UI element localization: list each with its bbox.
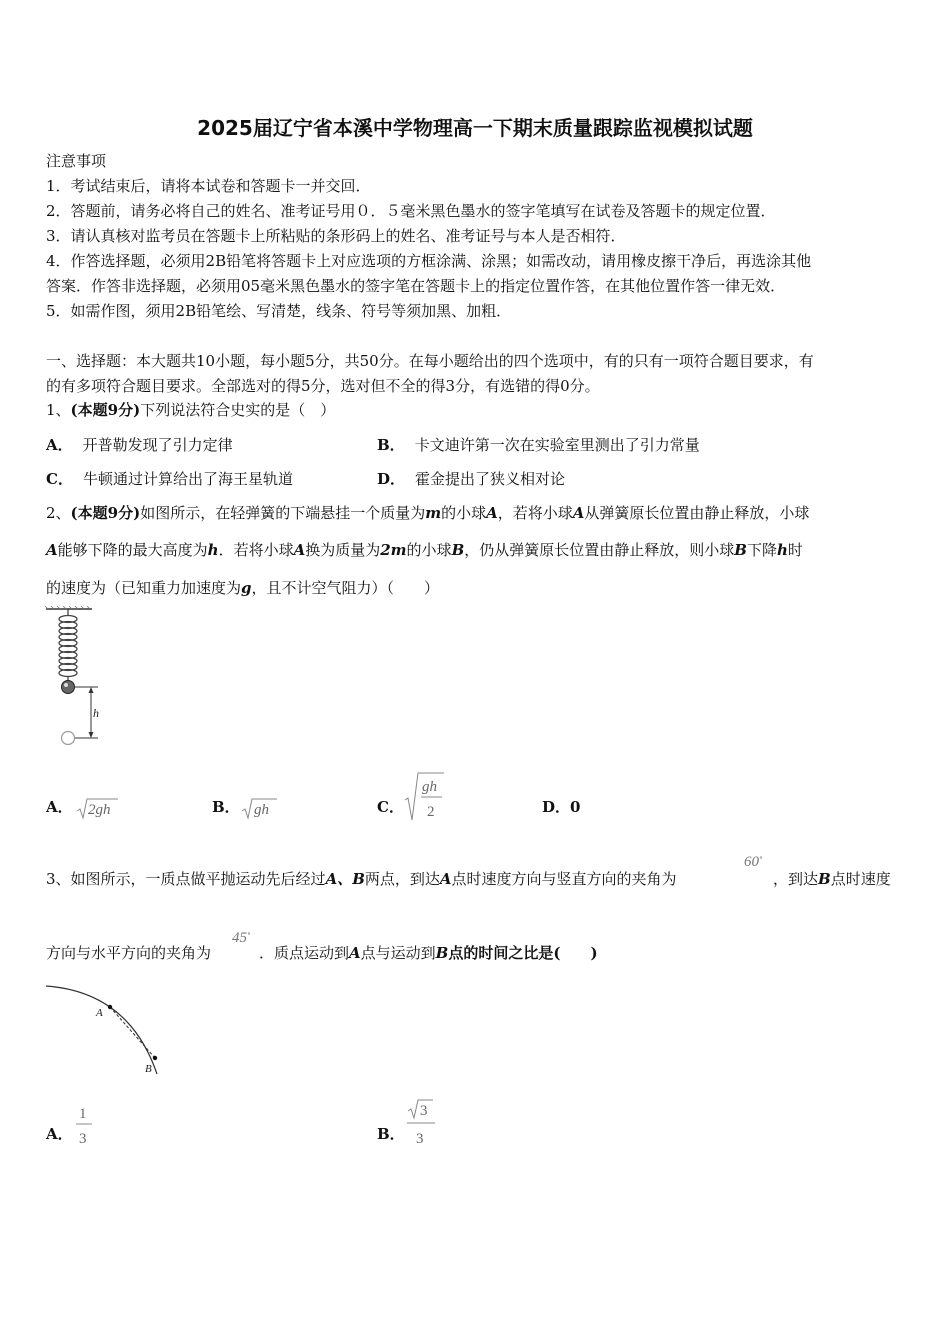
- point-b-label: B: [145, 1063, 152, 1075]
- svg-text:2: 2: [427, 804, 435, 820]
- q1-number: 1、: [46, 401, 71, 419]
- q1-option-a: A． 开普勒发现了引力定律: [46, 436, 233, 454]
- q3-angle-45: 45∘: [232, 929, 251, 946]
- notice-item-1: 1．考试结束后，请将本试卷和答题卡一并交回．: [46, 177, 371, 195]
- q1-option-b: B． 卡文迪许第一次在实验室里测出了引力常量: [377, 436, 700, 454]
- q1-option-c: C． 牛顿通过计算给出了海王星轨道: [46, 470, 293, 488]
- spring-figure: [44, 606, 104, 746]
- notice-item-4-cont: 答案．作答非选择题，必须用05毫米黑色墨水的签字笔在答题卡上的指定位置作答，在其他位置作答一律无效．: [46, 277, 786, 295]
- svg-text:3: 3: [420, 1103, 428, 1119]
- q2-option-a-label: A．: [46, 798, 73, 816]
- q2-option-d: D．0: [542, 798, 581, 816]
- q2-option-c-expr: [404, 770, 446, 824]
- notice-item-2: 2．答题前，请务必将自己的姓名、准考证号用０．５毫米黑色墨水的签字笔填写在试卷及答题卡的规定位置．: [46, 202, 776, 220]
- notice-item-3: 3．请认真核对监考员在答题卡上所粘贴的条形码上的姓名、准考证号与本人是否相符．: [46, 227, 626, 245]
- q2-line2: A能够下降的最大高度为h．若将小球A换为质量为2m的小球B，仍从弹簧原长位置由静止释放，则小球B下降h时: [46, 541, 803, 559]
- q2-option-c-label: C．: [377, 798, 404, 816]
- q2-line1: 2、(本题9分)如图所示，在轻弹簧的下端悬挂一个质量为m的小球A，若将小球A从弹簧原长位置由静止释放，小球: [46, 504, 810, 522]
- svg-text:gh: gh: [422, 779, 437, 795]
- q2-option-b-expr: [241, 796, 279, 822]
- q3-line1-tail: ，到达B点时速度: [773, 870, 891, 888]
- height-label: h: [93, 706, 99, 720]
- notice-item-5: 5．如需作图，须用2B铅笔绘、写清楚，线条、符号等须加黑、加粗．: [46, 302, 512, 320]
- q1-text: 下列说法符合史实的是（ ）: [140, 401, 336, 419]
- q3-line2-tail: ．质点运动到A点与运动到B点的时间之比是( ): [259, 944, 598, 962]
- q3-option-a-label: A．: [46, 1125, 73, 1143]
- q3-option-b-label: B．: [377, 1125, 405, 1143]
- q2-line3: 的速度为（已知重力加速度为g，且不计空气阻力）（ ）: [46, 579, 440, 597]
- svg-text:1: 1: [79, 1106, 87, 1122]
- q3-line1: 3、如图所示，一质点做平抛运动先后经过A、B两点，到达A点时速度方向与竖直方向的夹角为: [46, 870, 677, 888]
- q1-score: (本题9分): [70, 401, 141, 419]
- q1-option-d: D． 霍金提出了狭义相对论: [377, 470, 566, 488]
- page-title: 2025届辽宁省本溪中学物理高一下期末质量跟踪监视模拟试题: [197, 116, 753, 140]
- point-a-label: A: [96, 1007, 103, 1019]
- svg-text:3: 3: [79, 1131, 87, 1147]
- section1-line1: 一、选择题：本大题共10小题，每小题5分，共50分。在每小题给出的四个选项中，有的只有一项符合题目要求，有: [46, 352, 814, 370]
- q2-option-b-label: B．: [212, 798, 240, 816]
- notice-heading: 注意事项: [46, 152, 107, 170]
- section1-line2: 的有多项符合题目要求。全部选对的得5分，选对但不全的得3分，有选错的得0分。: [46, 377, 600, 395]
- q1-stem: [46, 399, 335, 421]
- q3-option-a-expr: [74, 1100, 96, 1150]
- q3-angle-60: 60∘: [744, 853, 763, 870]
- svg-text:2gh: 2gh: [88, 802, 111, 818]
- q3-option-b-expr: [405, 1098, 439, 1150]
- q3-line2: 方向与水平方向的夹角为: [46, 944, 212, 962]
- svg-text:gh: gh: [254, 802, 269, 818]
- svg-text:3: 3: [416, 1131, 424, 1147]
- trajectory-figure: [44, 982, 168, 1078]
- notice-item-4: 4．作答选择题，必须用2B铅笔将答题卡上对应选项的方框涂满、涂黑；如需改动，请用橡皮擦干净后，再选涂其他: [46, 252, 812, 270]
- q2-option-a-expr: [76, 796, 120, 822]
